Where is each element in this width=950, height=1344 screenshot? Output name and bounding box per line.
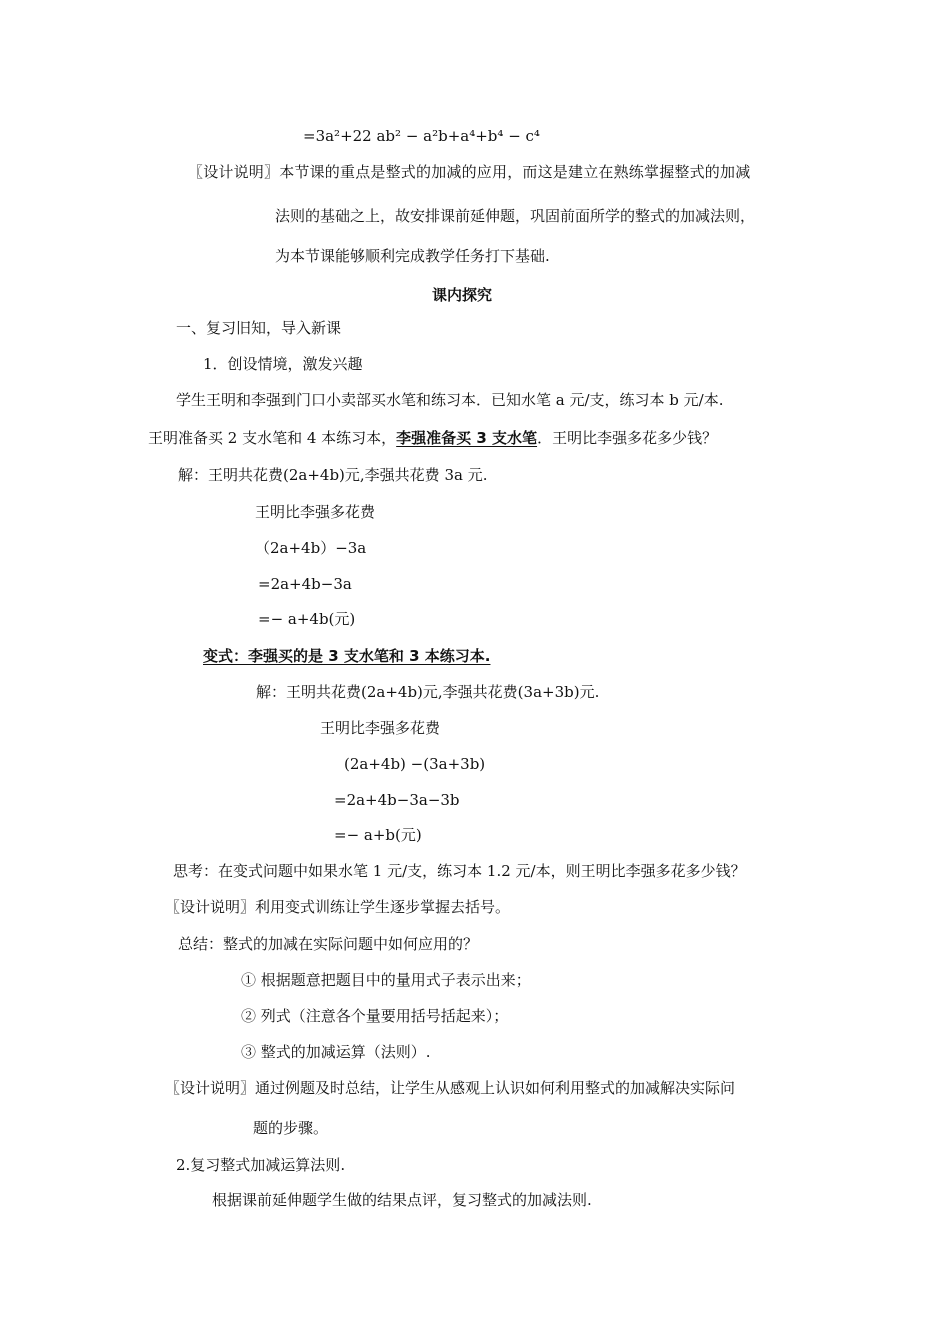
summary-heading: 总结：整式的加减在实际问题中如何应用的？ bbox=[178, 935, 479, 953]
summary-list-item: ① 根据题意把题目中的量用式子表示出来； bbox=[241, 971, 531, 989]
solution-line: 王明比李强多花费 bbox=[320, 719, 441, 737]
design-note-paragraph: 〖设计说明〗利用变式训练让学生逐步掌握去括号。 bbox=[165, 898, 511, 916]
math-step: （2a+4b）−3a bbox=[255, 539, 367, 557]
design-note-paragraph: 题的步骤。 bbox=[253, 1119, 329, 1137]
thinking-question: 思考：在变式问题中如果水笔 1 元/支，练习本 1.2 元/本，则王明比李强多花多少钱？ bbox=[173, 862, 746, 880]
problem-text-part: 王明准备买 2 支水笔和 4 本练习本， bbox=[148, 429, 397, 447]
variant-heading: 变式：李强买的是 3 支水笔和 3 本练习本. bbox=[203, 647, 491, 665]
heading-level-2: 2.复习整式加减运算法则. bbox=[176, 1156, 346, 1174]
problem-text-part: ．王明比李强多花多少钱？ bbox=[537, 429, 718, 447]
summary-list-item: ③ 整式的加减运算（法则）. bbox=[241, 1043, 431, 1061]
design-note-paragraph: 为本节课能够顺利完成教学任务打下基础. bbox=[275, 247, 550, 265]
heading-level-2: 1．创设情境，激发兴趣 bbox=[203, 355, 363, 373]
design-note-paragraph: 法则的基础之上，故安排课前延伸题，巩固前面所学的整式的加减法则， bbox=[275, 207, 756, 225]
problem-text bbox=[148, 428, 717, 448]
problem-text: 学生王明和李强到门口小卖部买水笔和练习本．已知水笔 a 元/支，练习本 b 元/本. bbox=[176, 391, 724, 409]
design-note-paragraph: 〖设计说明〗通过例题及时总结，让学生从感观上认识如何利用整式的加减解决实际问 bbox=[165, 1079, 736, 1097]
design-note-paragraph: 〖设计说明〗本节课的重点是整式的加减的应用，而这是建立在熟练掌握整式的加减 bbox=[188, 163, 751, 181]
math-step: =2a+4b−3a−3b bbox=[334, 791, 460, 809]
math-step: =− a+4b(元) bbox=[258, 610, 356, 628]
summary-list-item: ② 列式（注意各个量要用括号括起来）； bbox=[241, 1007, 509, 1025]
math-step: =2a+4b−3a bbox=[258, 575, 352, 593]
math-step: (2a+4b) −(3a+3b) bbox=[344, 755, 486, 773]
highlighted-condition: 李强准备买 3 支水笔 bbox=[396, 429, 538, 447]
solution-line: 解：王明共花费(2a+4b)元,李强共花费(3a+3b)元. bbox=[256, 683, 600, 701]
expression-line: =3a²+22 ab² − a²b+a⁴+b⁴ − c⁴ bbox=[303, 127, 540, 145]
solution-line: 解：王明共花费(2a+4b)元,李强共花费 3a 元. bbox=[178, 466, 488, 484]
solution-line: 王明比李强多花费 bbox=[255, 503, 376, 521]
body-paragraph: 根据课前延伸题学生做的结果点评，复习整式的加减法则. bbox=[212, 1191, 592, 1209]
section-title: 课内探究 bbox=[432, 286, 493, 304]
heading-level-1: 一、复习旧知，导入新课 bbox=[176, 319, 342, 337]
math-step: =− a+b(元) bbox=[334, 826, 422, 844]
